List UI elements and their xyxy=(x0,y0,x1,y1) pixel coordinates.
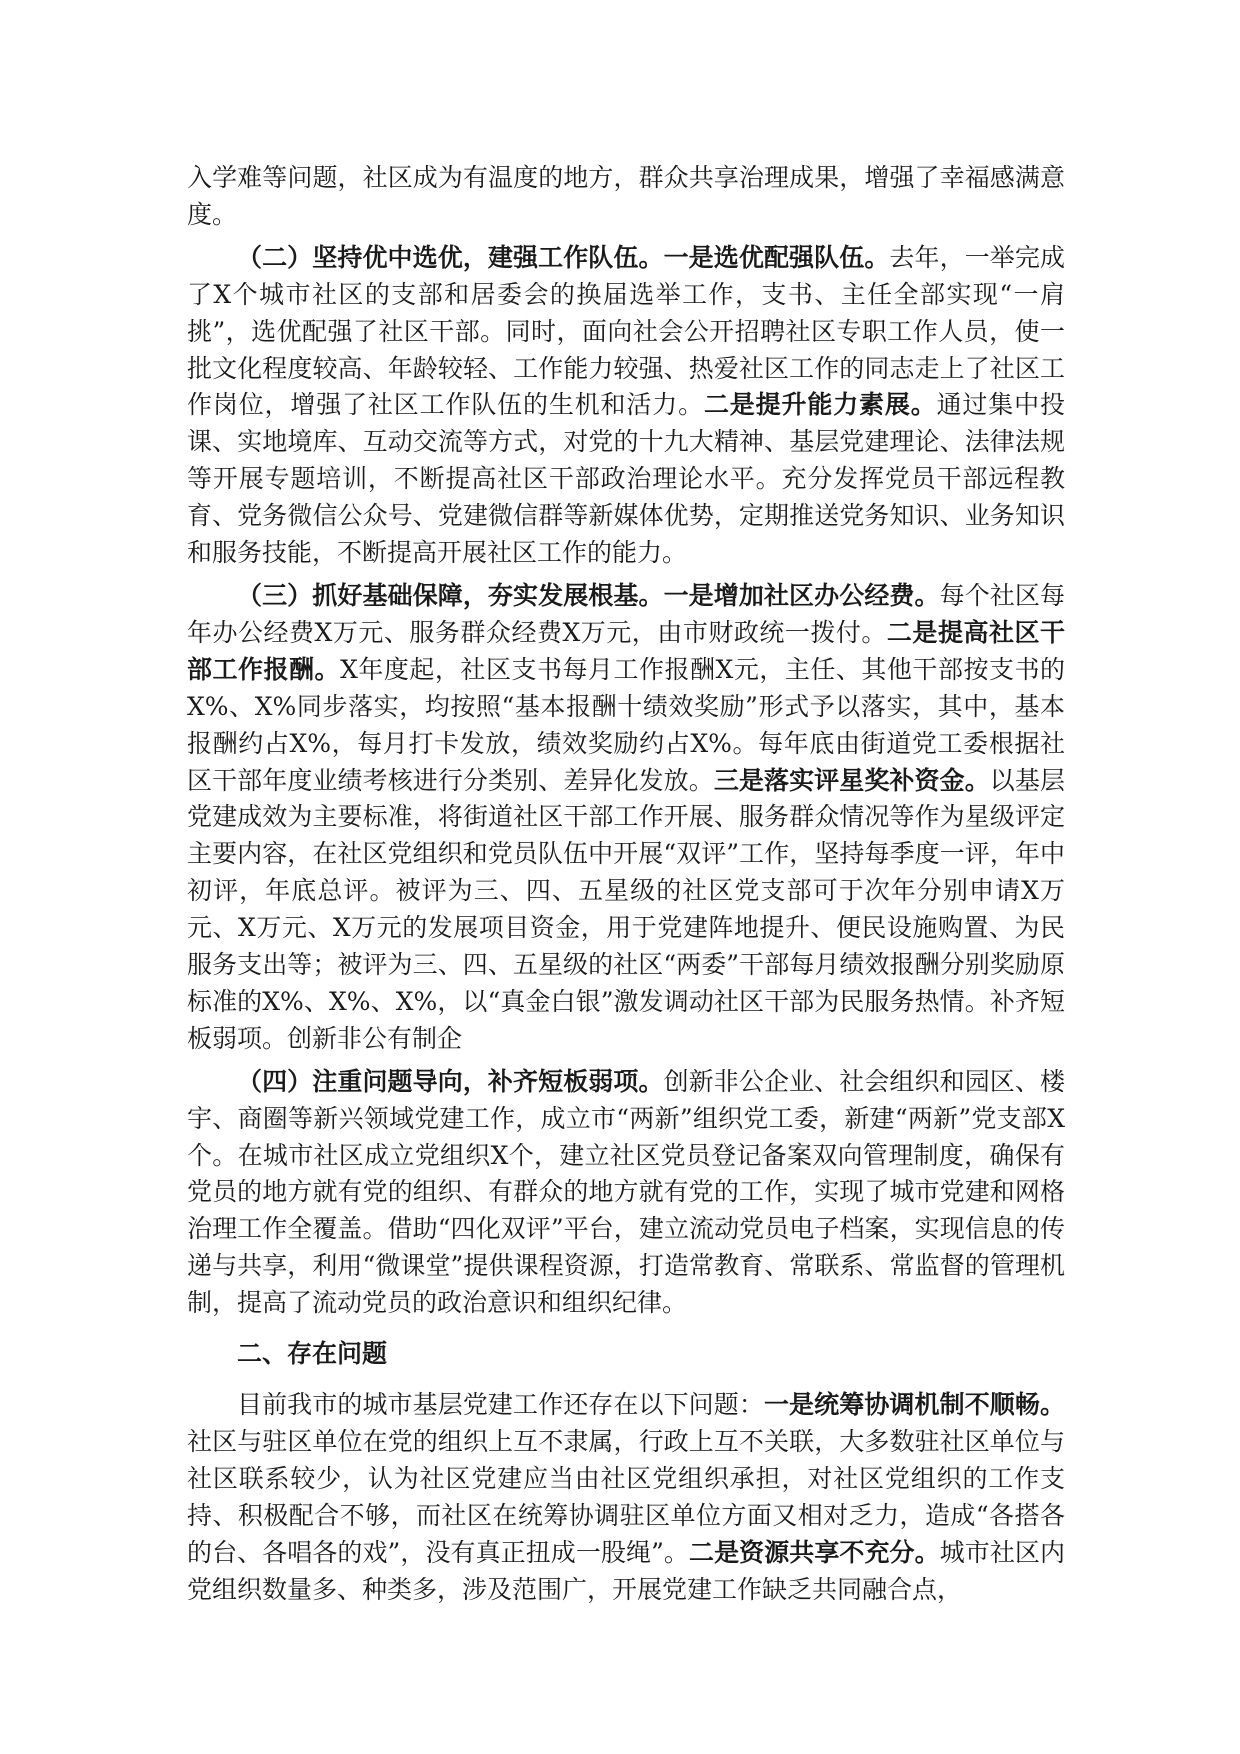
key-point: 一是选优配强队伍。 xyxy=(663,242,890,272)
paragraph-problem-orientation xyxy=(187,1064,1065,1322)
document-body xyxy=(187,160,1065,1614)
paragraph-text: 创新非公企业、社会组织和园区、楼宇、商圈等新兴领域党建工作，成立市“两新”组织党工委，新建“两新”党支部X个。在城市社区成立党组织X个，建立社区党员登记备案双向管理制度，确保有党员的地方就有党的组织、有群众的地方就有党的工作，实现了城市党建和网格治理工作全覆盖。借助“四化双评”平台，建立流动党员电子档案，实现信息的传递与共享，利用“微课堂”提供课程资源，打造常教育、常联系、常监督的管理机制，提高了流动党员的政治意识和组织纪律。 xyxy=(187,1066,1065,1318)
paragraph-basic-guarantee xyxy=(187,578,1065,1058)
paragraph-text: X年度起，社区支书每月工作报酬X元，主任、其他干部按支书的X%、X%同步落实，均按照“基本报酬十绩效奖励”形式予以落实，其中，基本报酬约占X%，每月打卡发放，绩效奖励约占X%。每年底由街道党工委根据社区干部年度业绩考核进行分类别、差异化发放。 xyxy=(187,654,1065,795)
paragraph-text: 通过集中投课、实地境库、互动交流等方式，对党的十九大精神、基层党建理论、法律法规等开展专题培训，不断提高社区干部政治理论水平。充分发挥党员干部远程教育、党务微信公众号、党建微信群等新媒体优势，定期推送党务知识、业务知识和服务技能，不断提高开展社区工作的能力。 xyxy=(187,390,1065,568)
paragraph-text: 入学难等问题，社区成为有温度的地方，群众共享治理成果，增强了幸福感满意度。 xyxy=(187,163,1065,229)
subsection-heading: （四）注重问题导向，补齐短板弱项。 xyxy=(237,1066,664,1096)
key-point: 一是统筹协调机制不顺畅。 xyxy=(763,1390,1065,1419)
subsection-heading: （二）坚持优中选优，建强工作队伍。 xyxy=(237,242,664,272)
key-point: 二是资源共享不充分。 xyxy=(689,1537,940,1567)
paragraph-text: 去年，一举完成了X个城市社区的支部和居委会的换届选举工作，支书、主任全部实现“一肩挑”，选优配强了社区干部。同时，面向社会公开招聘社区专职工作人员，使一批文化程度较高、年龄较轻、工作能力较强、热爱社区工作的同志走上了社区工作岗位，增强了社区工作队伍的生机和活力。 xyxy=(187,242,1065,420)
paragraph-text: 以基层党建成效为主要标准，将街道社区干部工作开展、服务群众情况等作为星级评定主要内容，在社区党组织和党员队伍中开展“双评”工作，坚持每季度一评，年中初评，年底总评。被评为三、四、五星级的社区党支部可于次年分别申请X万元、X万元、X万元的发展项目资金，用于党建阵地提升、便民设施购置、为民服务支出等；被评为三、四、五星级的社区“两委”干部每月绩效报酬分别奖励原标准的X%、X%、X%，以“真金白银”激发调动社区干部为民服务热情。补齐短板弱项。创新非公有制企 xyxy=(187,765,1065,1053)
key-point: 二是提高社区干部工作报酬。 xyxy=(187,617,1065,684)
paragraph-text: 城市社区内党组织数量多、种类多，涉及范围广，开展党建工作缺乏共同融合点， xyxy=(187,1537,1065,1604)
paragraph-text: 社区与驻区单位在党的组织上互不隶属，行政上互不关联，大多数驻社区单位与社区联系较少，认为社区党建应当由社区党组织承担，对社区党组织的工作支持、积极配合不够，而社区在统筹协调驻区单位方面又相对乏力，造成“各搭各的台、各唱各的戏”，没有真正扭成一股绳”。 xyxy=(187,1426,1065,1567)
key-point: 一是增加社区办公经费。 xyxy=(663,580,940,610)
paragraph-continuation xyxy=(187,160,1065,234)
key-point: 二是提升能力素展。 xyxy=(703,390,937,420)
key-point: 三是落实评星奖补资金。 xyxy=(713,765,990,795)
section-heading: 二、存在问题 xyxy=(237,1339,388,1369)
paragraph-text: 目前我市的城市基层党建工作还存在以下问题： xyxy=(237,1390,764,1419)
paragraph-text: 每个社区每年办公经费X万元、服务群众经费X万元，由市财政统一拨付。 xyxy=(187,580,1065,647)
subsection-heading: （三）抓好基础保障，夯实发展根基。 xyxy=(237,580,664,610)
paragraph-team-building xyxy=(187,240,1065,572)
paragraph-existing-problems xyxy=(187,1387,1065,1608)
